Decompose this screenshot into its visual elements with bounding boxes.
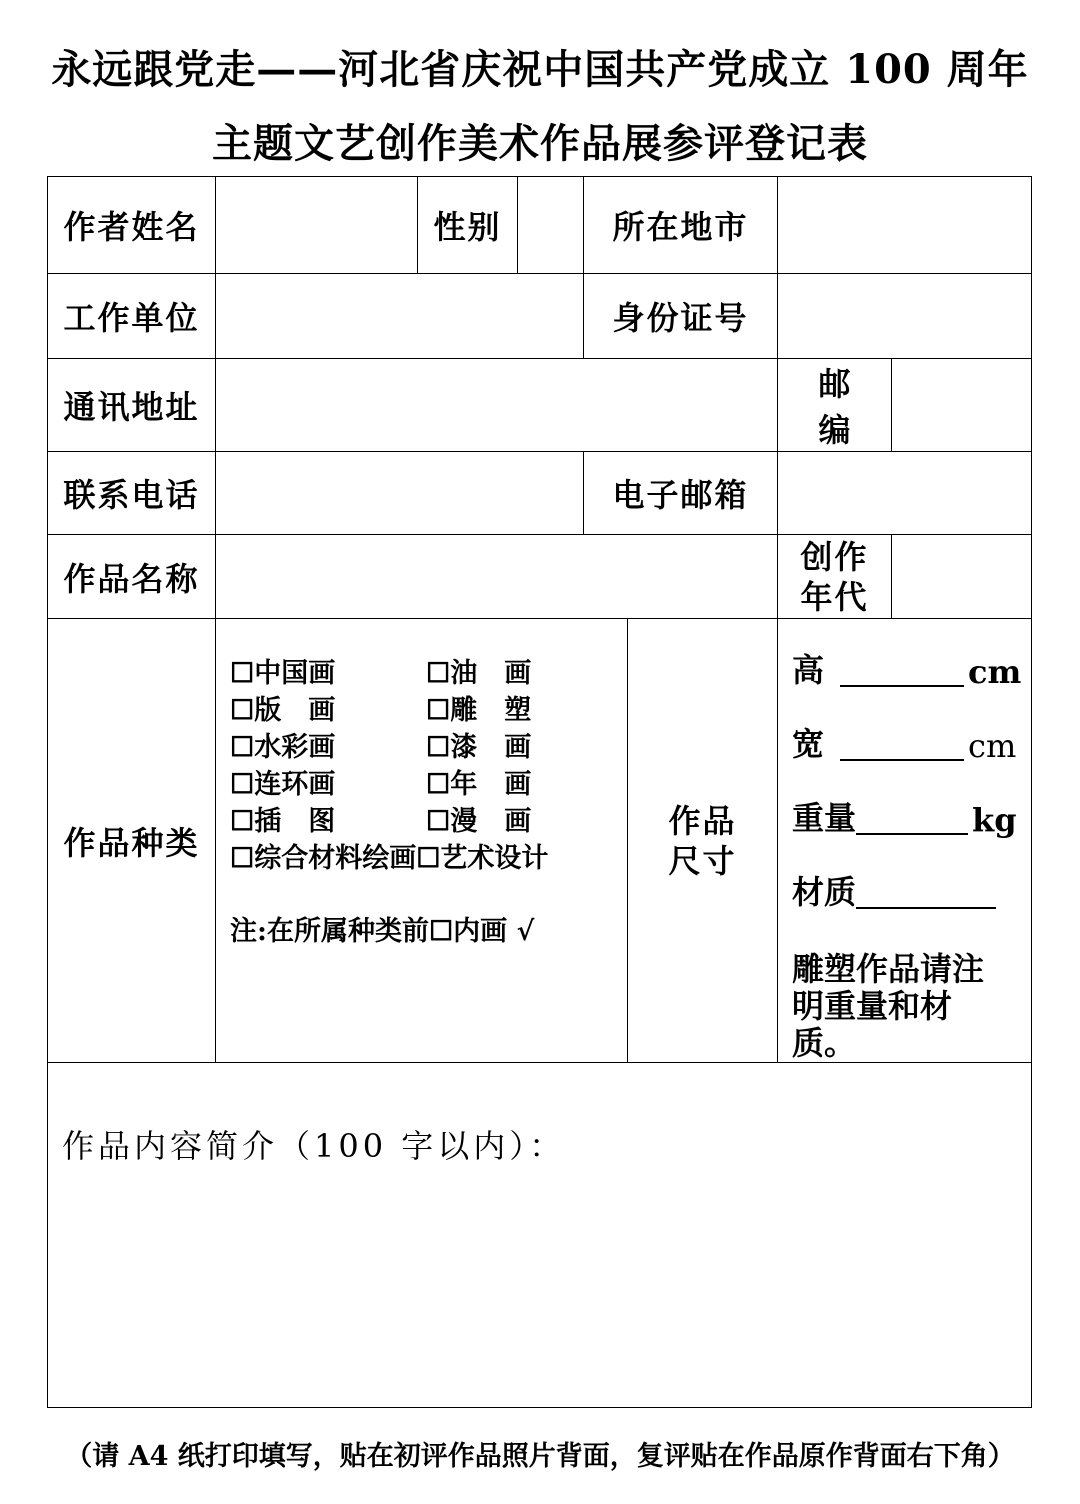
category-option[interactable]: ☐版 画 bbox=[230, 695, 336, 726]
phone-label: 联系电话 bbox=[48, 452, 216, 535]
gender-label: 性别 bbox=[418, 177, 518, 274]
size-label-line2: 尺寸 bbox=[668, 841, 737, 880]
category-option[interactable]: ☐漆 画 bbox=[426, 732, 532, 763]
postcode-label: 邮 编 bbox=[778, 359, 892, 452]
author-name-label: 作者姓名 bbox=[48, 177, 216, 274]
gender-field[interactable] bbox=[518, 177, 584, 274]
category-options bbox=[216, 619, 628, 1063]
city-label: 所在地市 bbox=[584, 177, 778, 274]
size-fields bbox=[778, 619, 1032, 1063]
material-input-line[interactable] bbox=[856, 881, 996, 909]
category-option[interactable]: ☐插 图 bbox=[230, 806, 336, 837]
category-option[interactable]: ☐油 画 bbox=[426, 658, 532, 689]
form-title-line1: 永远跟党走——河北省庆祝中国共产党成立 100 周年 bbox=[51, 46, 1029, 93]
email-field[interactable] bbox=[778, 452, 1032, 535]
category-grid bbox=[230, 655, 627, 877]
form-title-line2: 主题文艺创作美术作品展参评登记表 bbox=[212, 120, 868, 167]
creation-year-label bbox=[778, 535, 892, 619]
work-unit-label: 工作单位 bbox=[48, 274, 216, 359]
height-row bbox=[792, 651, 1031, 691]
size-label-line1: 作品 bbox=[668, 801, 737, 840]
category-option[interactable]: ☐水彩画 bbox=[230, 732, 336, 763]
address-label: 通讯地址 bbox=[48, 359, 216, 452]
id-number-label: 身份证号 bbox=[584, 274, 778, 359]
category-option[interactable]: ☐连环画 bbox=[230, 769, 336, 800]
weight-row bbox=[792, 799, 1031, 839]
creation-year-field[interactable] bbox=[892, 535, 1032, 619]
category-label: 作品种类 bbox=[48, 619, 216, 1063]
height-unit: cm bbox=[968, 653, 1022, 691]
work-title-field[interactable] bbox=[216, 535, 778, 619]
postcode-field[interactable] bbox=[892, 359, 1032, 452]
phone-field[interactable] bbox=[216, 452, 584, 535]
footer-note: （请 A4 纸打印填写，贴在初评作品照片背面，复评贴在作品原作背面右下角） bbox=[65, 1441, 1015, 1472]
work-unit-field[interactable] bbox=[216, 274, 584, 359]
category-option[interactable]: ☐年 画 bbox=[426, 769, 532, 800]
weight-label: 重量 bbox=[792, 799, 857, 837]
category-note: 注:在所属种类前☐内画 √ bbox=[230, 916, 535, 947]
width-label: 宽 bbox=[792, 725, 825, 763]
description-area[interactable] bbox=[48, 1063, 1032, 1408]
size-label bbox=[628, 619, 778, 1063]
email-label: 电子邮箱 bbox=[584, 452, 778, 535]
id-number-field[interactable] bbox=[778, 274, 1032, 359]
description-label: 作品内容简介（100 字以内）： bbox=[62, 1127, 566, 1165]
creation-year-label-line2: 年代 bbox=[800, 577, 869, 616]
material-row bbox=[792, 873, 1031, 913]
author-name-field[interactable] bbox=[216, 177, 418, 274]
height-input-line[interactable] bbox=[840, 659, 964, 687]
category-option-last-row[interactable]: ☐综合材料绘画☐艺术设计 bbox=[230, 843, 549, 874]
registration-table bbox=[47, 176, 1032, 1408]
creation-year-label-line1: 创作 bbox=[800, 537, 869, 576]
width-row bbox=[792, 725, 1031, 765]
height-label: 高 bbox=[792, 651, 825, 689]
category-option[interactable]: ☐雕 塑 bbox=[426, 695, 532, 726]
weight-unit: kg bbox=[972, 801, 1017, 839]
category-option[interactable]: ☐漫 画 bbox=[426, 806, 532, 837]
work-title-label: 作品名称 bbox=[48, 535, 216, 619]
size-remark: 雕塑作品请注明重量和材质。 bbox=[792, 950, 985, 1062]
category-option[interactable]: ☐中国画 bbox=[230, 658, 336, 689]
material-label: 材质 bbox=[792, 873, 857, 911]
width-input-line[interactable] bbox=[840, 733, 964, 761]
width-unit: cm bbox=[968, 727, 1017, 765]
address-field[interactable] bbox=[216, 359, 778, 452]
city-field[interactable] bbox=[778, 177, 1032, 274]
weight-input-line[interactable] bbox=[856, 807, 968, 835]
